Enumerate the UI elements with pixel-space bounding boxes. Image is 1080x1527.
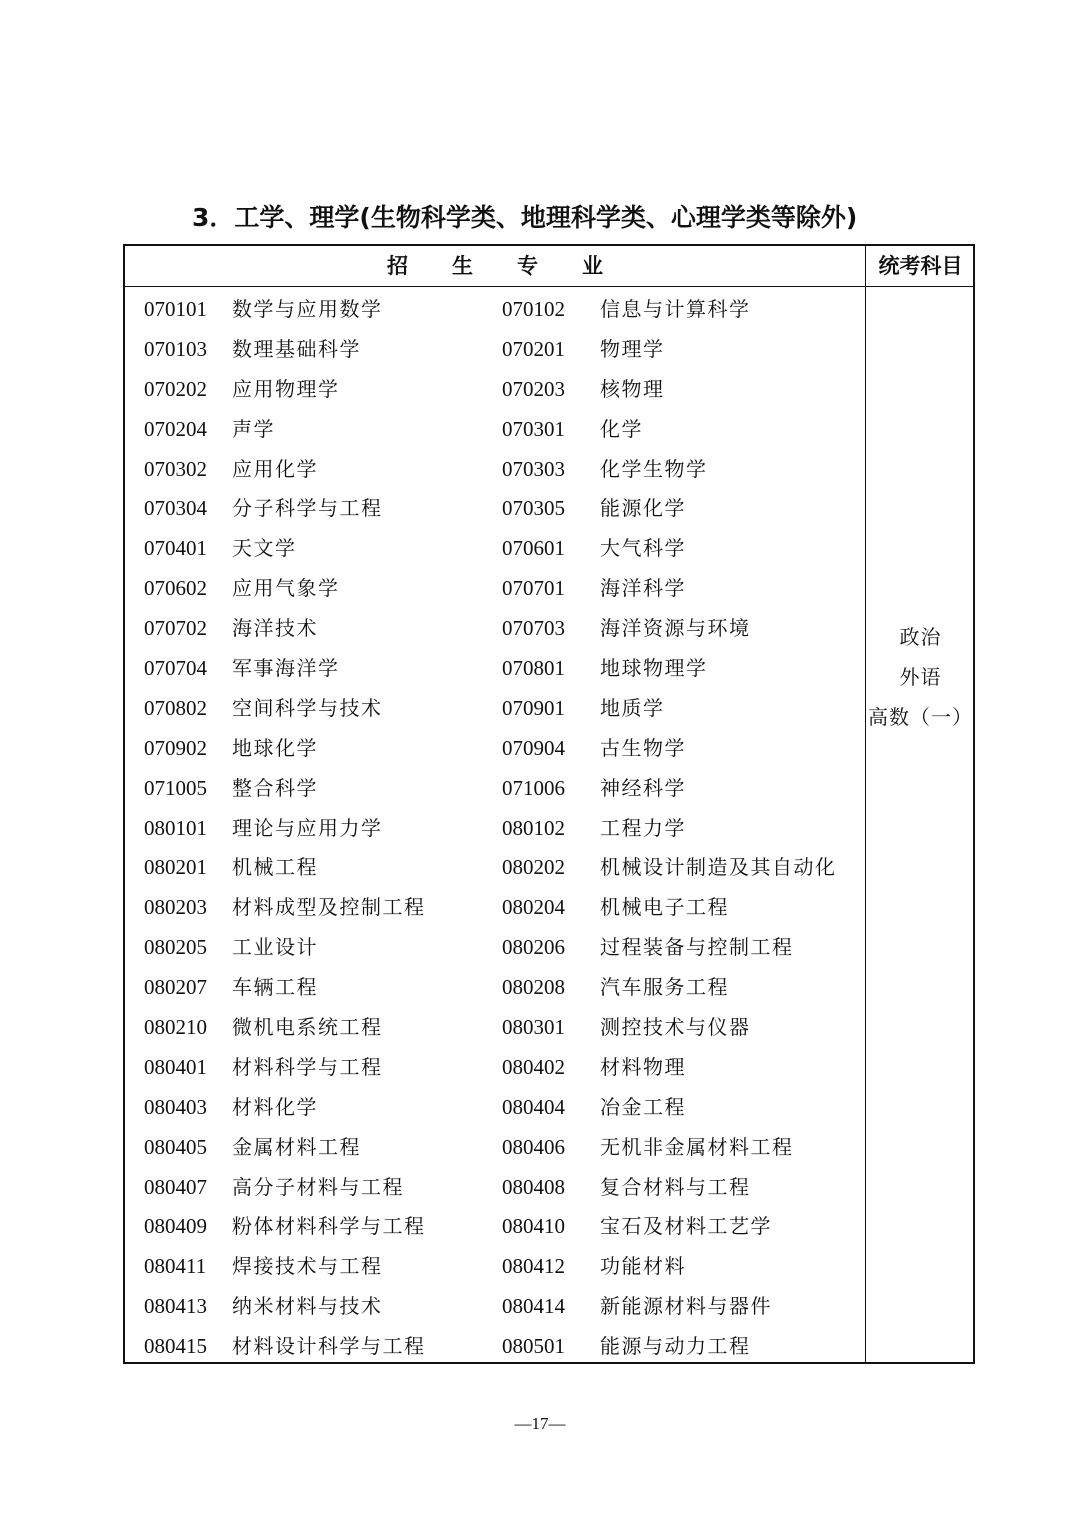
major-name: 材料科学与工程	[232, 1054, 383, 1079]
major-code: 080408	[502, 1174, 565, 1199]
table-row	[125, 726, 865, 766]
major-name: 冶金工程	[600, 1094, 686, 1119]
major-code: 080405	[144, 1134, 207, 1159]
major-name: 粉体材料科学与工程	[232, 1214, 426, 1239]
major-code: 080203	[144, 895, 207, 920]
major-name: 宝石及材料工艺学	[600, 1214, 772, 1239]
table-body	[125, 287, 865, 1364]
major-code: 080403	[144, 1094, 207, 1119]
major-name: 核物理	[600, 376, 665, 401]
major-name: 纳米材料与技术	[232, 1294, 383, 1319]
major-name: 军事海洋学	[232, 656, 340, 681]
major-code: 070401	[144, 536, 207, 561]
major-code: 070305	[502, 496, 565, 521]
table-row	[125, 606, 865, 646]
subjects-cell	[866, 617, 975, 737]
table-row	[125, 925, 865, 965]
major-code: 070802	[144, 695, 207, 720]
column-divider	[865, 246, 866, 1362]
page-number: —17—	[514, 1414, 566, 1433]
table-row	[125, 1165, 865, 1205]
major-code: 070202	[144, 376, 207, 401]
major-name: 物理学	[600, 336, 665, 361]
major-name: 天文学	[232, 536, 297, 561]
major-code: 070103	[144, 336, 207, 361]
major-name: 整合科学	[232, 775, 318, 800]
header-subject: 统考科目	[878, 254, 963, 278]
major-code: 080102	[502, 815, 565, 840]
major-name: 工业设计	[232, 935, 318, 960]
table-row	[125, 1244, 865, 1284]
subject-foreign-language: 外语	[899, 665, 942, 689]
major-name: 测控技术与仪器	[600, 1015, 751, 1040]
major-name: 古生物学	[600, 735, 686, 760]
table-row	[125, 407, 865, 447]
major-name: 信息与计算科学	[600, 297, 751, 321]
subject-politics: 政治	[899, 625, 942, 649]
table-row	[125, 1204, 865, 1244]
major-code: 080501	[502, 1334, 565, 1359]
major-code: 080101	[144, 815, 207, 840]
header-major: 招生专业	[387, 254, 647, 278]
major-code: 070303	[502, 456, 565, 481]
major-code: 080406	[502, 1134, 565, 1159]
major-name: 能源化学	[600, 496, 686, 521]
major-code: 070904	[502, 735, 565, 760]
major-code: 070302	[144, 456, 207, 481]
major-name: 化学生物学	[600, 456, 708, 481]
major-name: 焊接技术与工程	[232, 1254, 383, 1279]
table-row	[125, 367, 865, 407]
major-name: 车辆工程	[232, 975, 318, 1000]
major-name: 应用化学	[232, 456, 318, 481]
table-row	[125, 486, 865, 526]
major-code: 070704	[144, 656, 207, 681]
major-code: 080301	[502, 1015, 565, 1040]
major-name: 海洋科学	[600, 576, 686, 601]
major-name: 数理基础科学	[232, 336, 361, 361]
major-code: 070101	[144, 297, 207, 321]
table-row	[125, 447, 865, 487]
major-name: 高分子材料与工程	[232, 1174, 404, 1199]
major-name: 汽车服务工程	[600, 975, 729, 1000]
major-code: 070304	[144, 496, 207, 521]
major-code: 070301	[502, 416, 565, 441]
major-code: 080404	[502, 1094, 565, 1119]
major-name: 应用气象学	[232, 576, 340, 601]
table-row	[125, 646, 865, 686]
major-name: 化学	[600, 416, 643, 441]
major-code: 080413	[144, 1294, 207, 1319]
table-row	[125, 1005, 865, 1045]
major-code: 080411	[144, 1254, 207, 1279]
table-row	[125, 526, 865, 566]
table-row	[125, 1085, 865, 1125]
major-code: 070201	[502, 336, 565, 361]
table-row	[125, 845, 865, 885]
major-code: 080409	[144, 1214, 207, 1239]
major-code: 070902	[144, 735, 207, 760]
major-name: 材料物理	[600, 1054, 686, 1079]
major-code: 070901	[502, 695, 565, 720]
major-code: 070204	[144, 416, 207, 441]
major-code: 070102	[502, 297, 565, 321]
major-name: 分子科学与工程	[232, 496, 383, 521]
major-code: 080210	[144, 1015, 207, 1040]
major-name: 大气科学	[600, 536, 686, 561]
major-code: 080401	[144, 1054, 207, 1079]
major-code: 080207	[144, 975, 207, 1000]
major-name: 机械电子工程	[600, 895, 729, 920]
section-title: 3．工学、理学(生物科学类、地理科学类、心理学类等除外)	[192, 203, 858, 232]
major-name: 地质学	[600, 695, 665, 720]
table-row	[125, 885, 865, 925]
major-code: 070602	[144, 576, 207, 601]
major-name: 机械设计制造及其自动化	[600, 855, 837, 880]
major-name: 新能源材料与器件	[600, 1294, 772, 1319]
major-code: 071005	[144, 775, 207, 800]
table-row	[125, 806, 865, 846]
major-name: 能源与动力工程	[600, 1334, 751, 1359]
major-name: 地球物理学	[600, 656, 708, 681]
major-name: 工程力学	[600, 815, 686, 840]
table-row	[125, 327, 865, 367]
major-code: 070703	[502, 616, 565, 641]
major-name: 海洋技术	[232, 616, 318, 641]
major-code: 070601	[502, 536, 565, 561]
major-code: 080407	[144, 1174, 207, 1199]
major-name: 无机非金属材料工程	[600, 1134, 794, 1159]
table-row	[125, 965, 865, 1005]
table-row	[125, 1284, 865, 1324]
major-code: 080414	[502, 1294, 565, 1319]
major-code: 080415	[144, 1334, 207, 1359]
subject-math: 高数（一）	[868, 705, 973, 729]
major-code: 080205	[144, 935, 207, 960]
major-code: 070702	[144, 616, 207, 641]
major-name: 功能材料	[600, 1254, 686, 1279]
major-code: 080202	[502, 855, 565, 880]
major-name: 过程装备与控制工程	[600, 935, 794, 960]
major-name: 机械工程	[232, 855, 318, 880]
major-name: 金属材料工程	[232, 1134, 361, 1159]
major-name: 神经科学	[600, 775, 686, 800]
table-row	[125, 766, 865, 806]
table-row	[125, 1324, 865, 1364]
major-code: 080208	[502, 975, 565, 1000]
major-code: 080412	[502, 1254, 565, 1279]
major-code: 080201	[144, 855, 207, 880]
major-name: 理论与应用力学	[232, 815, 383, 840]
major-name: 复合材料与工程	[600, 1174, 751, 1199]
table-row	[125, 1125, 865, 1165]
major-name: 空间科学与技术	[232, 695, 383, 720]
major-name: 材料化学	[232, 1094, 318, 1119]
major-name: 应用物理学	[232, 376, 340, 401]
table-row	[125, 1045, 865, 1085]
major-name: 材料成型及控制工程	[232, 895, 426, 920]
table-row	[125, 287, 865, 327]
major-name: 声学	[232, 416, 275, 441]
major-name: 地球化学	[232, 735, 318, 760]
major-code: 080402	[502, 1054, 565, 1079]
major-code: 080206	[502, 935, 565, 960]
majors-table	[123, 244, 975, 1364]
major-code: 080204	[502, 895, 565, 920]
major-name: 材料设计科学与工程	[232, 1334, 426, 1359]
major-code: 070801	[502, 656, 565, 681]
table-row	[125, 686, 865, 726]
major-code: 070203	[502, 376, 565, 401]
major-name: 数学与应用数学	[232, 297, 383, 321]
table-row	[125, 566, 865, 606]
major-code: 080410	[502, 1214, 565, 1239]
major-code: 071006	[502, 775, 565, 800]
major-name: 海洋资源与环境	[600, 616, 751, 641]
major-name: 微机电系统工程	[232, 1015, 383, 1040]
major-code: 070701	[502, 576, 565, 601]
